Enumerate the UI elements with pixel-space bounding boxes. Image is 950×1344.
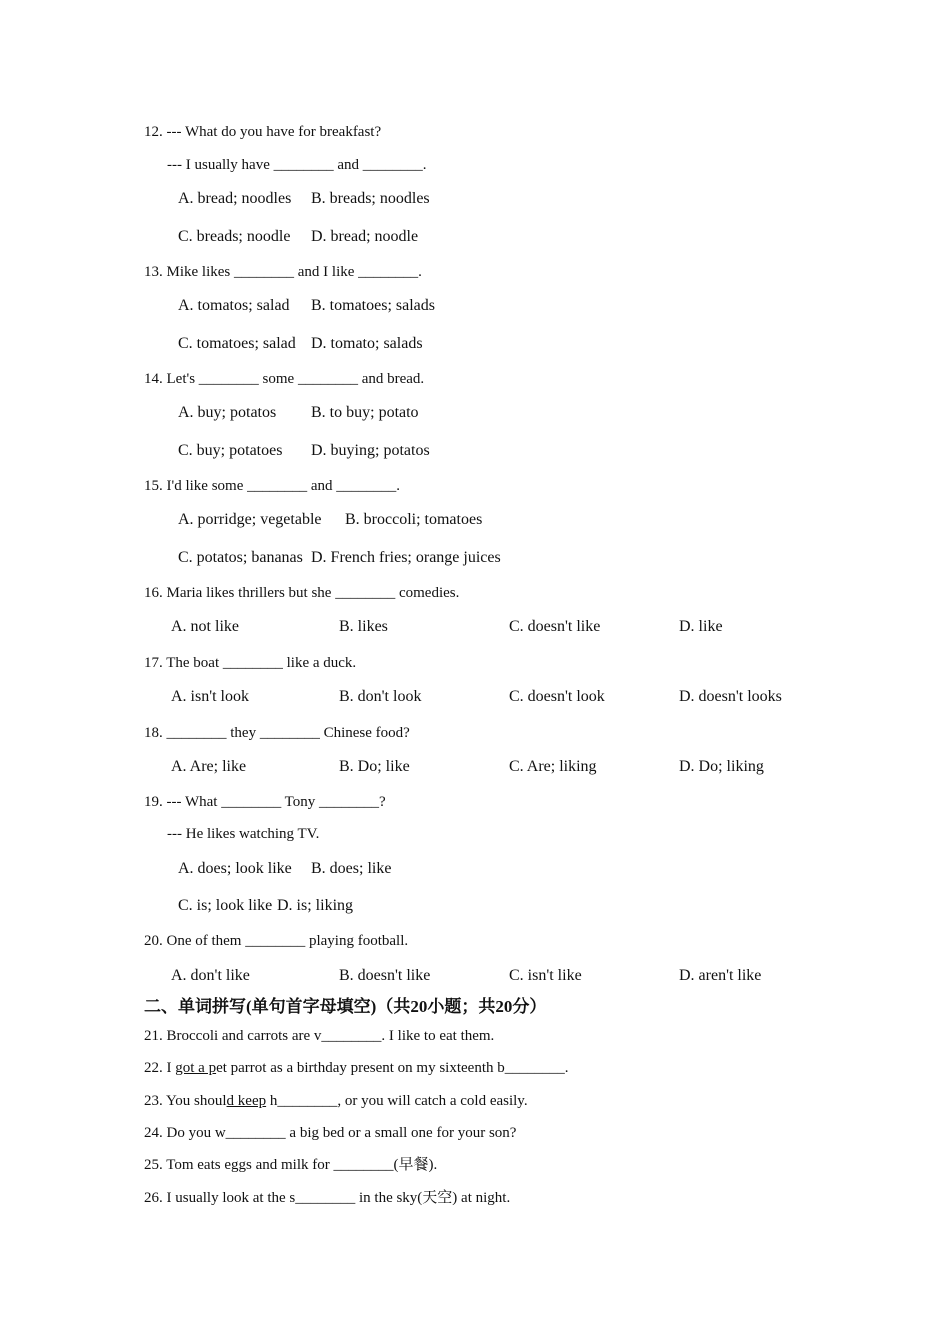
question-19-stem: 19. --- What ________ Tony ________? (144, 794, 386, 810)
question-16-stem: 16. Maria likes thrillers but she ________ comedies. (144, 585, 460, 601)
question-14-option-a: A. buy; potatos (178, 404, 277, 421)
question-12-option-a: A. bread; noodles (178, 190, 292, 207)
question-20-option-a: A. don't like (171, 967, 250, 984)
question-12-option-d: D. bread; noodle (311, 228, 419, 245)
question-23-post: h________, or you will catch a cold easily. (266, 1093, 528, 1109)
question-14-stem: 14. Let's ________ some ________ and bread. (144, 371, 425, 387)
question-21: 21. Broccoli and carrots are v________. I like to eat them. (144, 1028, 495, 1044)
section-heading: 二、单词拼写(单句首字母填空)（共20小题；共20分） (144, 997, 547, 1016)
question-22-post: et parrot as a birthday present on my sixteenth b________. (216, 1060, 569, 1076)
question-23-underlined: d keep (226, 1093, 267, 1109)
question-26: 26. I usually look at the s________ in the sky(天空) at night. (144, 1190, 511, 1206)
question-15-option-d: D. French fries; orange juices (311, 549, 501, 566)
question-12-reply: --- I usually have ________ and ________. (167, 157, 427, 173)
question-23 (144, 1092, 528, 1110)
question-19-option-a: A. does; look like (178, 860, 292, 877)
question-20-option-b: B. doesn't like (339, 967, 431, 984)
question-13-option-b: B. tomatoes; salads (311, 297, 435, 314)
question-14-option-c: C. buy; potatoes (178, 442, 283, 459)
question-25: 25. Tom eats eggs and milk for ________(早餐). (144, 1157, 438, 1173)
question-13-stem: 13. Mike likes ________ and I like ________. (144, 264, 422, 280)
question-12-option-b: B. breads; noodles (311, 190, 430, 207)
question-14-option-d: D. buying; potatos (311, 442, 430, 459)
question-20-option-d: D. aren't like (679, 967, 762, 984)
question-20-option-c: C. isn't like (509, 967, 582, 984)
question-19-option-d: D. is; liking (277, 897, 354, 914)
question-12-option-c: C. breads; noodle (178, 228, 291, 245)
question-15-stem: 15. I'd like some ________ and ________. (144, 478, 401, 494)
question-16-option-a: A. not like (171, 618, 239, 635)
question-16-option-c: C. doesn't like (509, 618, 601, 635)
question-19-option-c: C. is; look like (178, 897, 273, 914)
question-15-option-b: B. broccoli; tomatoes (345, 511, 483, 528)
question-13-option-d: D. tomato; salads (311, 335, 423, 352)
question-17-stem: 17. The boat ________ like a duck. (144, 655, 357, 671)
question-18-option-a: A. Are; like (171, 758, 247, 775)
question-15-option-a: A. porridge; vegetable (178, 511, 322, 528)
question-13-option-c: C. tomatoes; salad (178, 335, 296, 352)
question-17-option-a: A. isn't look (171, 688, 249, 705)
question-15-option-c: C. potatos; bananas (178, 549, 303, 566)
question-18-stem: 18. ________ they ________ Chinese food? (144, 725, 410, 741)
question-22-pre: 22. I (144, 1060, 176, 1076)
question-16-option-d: D. like (679, 618, 723, 635)
question-23-pre: 23. You shoul (144, 1093, 227, 1109)
question-16-option-b: B. likes (339, 618, 388, 635)
question-22-underlined: got a p (175, 1060, 217, 1076)
question-17-option-d: D. doesn't looks (679, 688, 782, 705)
question-19-option-b: B. does; like (311, 860, 392, 877)
question-14-option-b: B. to buy; potato (311, 404, 419, 421)
question-18-option-c: C. Are; liking (509, 758, 597, 775)
question-19-reply: --- He likes watching TV. (167, 826, 320, 842)
question-17-option-c: C. doesn't look (509, 688, 605, 705)
question-24: 24. Do you w________ a big bed or a small one for your son? (144, 1125, 517, 1141)
question-13-option-a: A. tomatos; salad (178, 297, 290, 314)
question-18-option-d: D. Do; liking (679, 758, 764, 775)
question-17-option-b: B. don't look (339, 688, 422, 705)
question-22 (144, 1059, 569, 1077)
question-12-stem: 12. --- What do you have for breakfast? (144, 124, 382, 140)
question-20-stem: 20. One of them ________ playing football. (144, 933, 409, 949)
question-18-option-b: B. Do; like (339, 758, 410, 775)
